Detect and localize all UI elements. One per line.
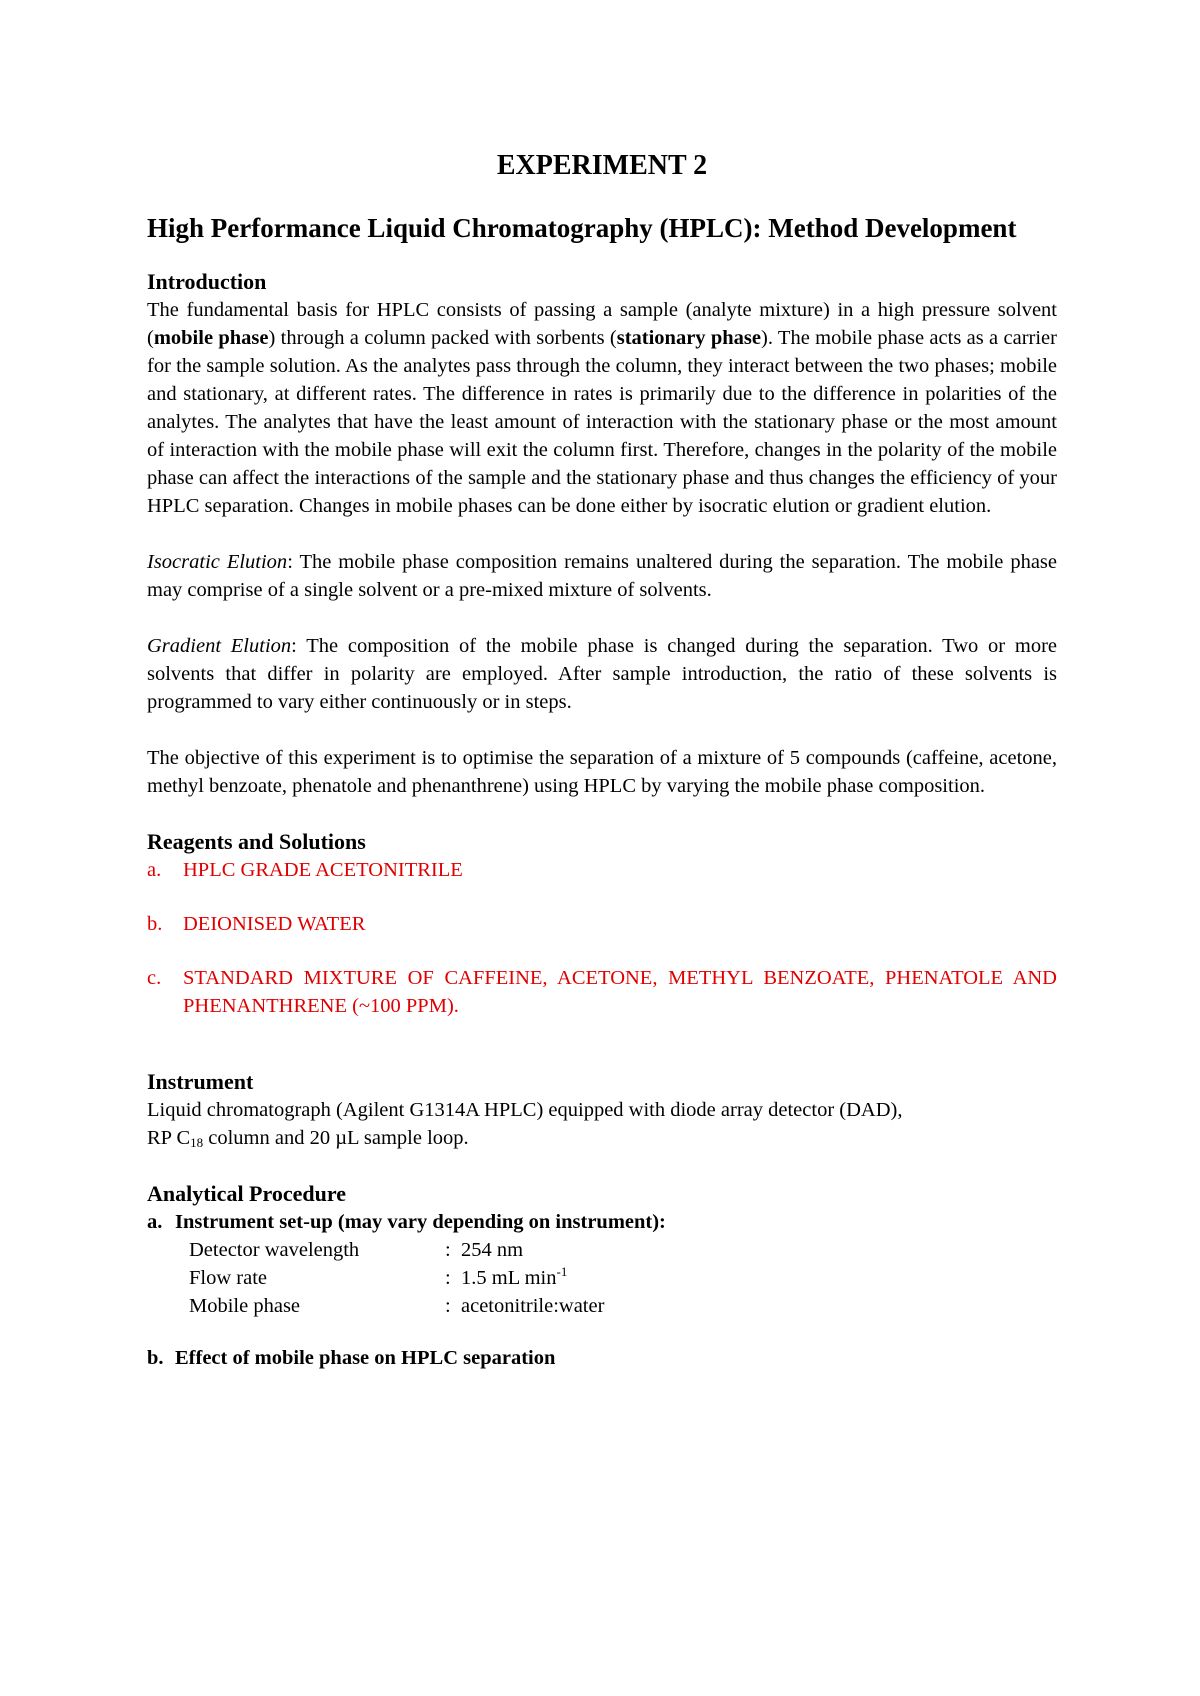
stationary-phase-term: stationary phase xyxy=(616,327,762,349)
reagent-item xyxy=(147,964,1057,1020)
setup-label: Mobile phase xyxy=(189,1295,301,1317)
gradient-elution-term: Gradient Elution xyxy=(147,635,292,657)
mobile-phase-term: mobile phase xyxy=(153,327,269,349)
procedure-item-a xyxy=(147,1208,1057,1236)
setup-value: 254 nm xyxy=(461,1239,524,1261)
reagent-marker: a. xyxy=(147,859,162,881)
setup-value: acetonitrile:water xyxy=(461,1295,605,1317)
isocratic-elution-text: : The mobile phase composition remains unaltered during the separation. The mobile phase may comprise of a single solvent or a pre-mixed mixture of solvents. xyxy=(147,551,1057,601)
setup-separator: : xyxy=(445,1267,451,1289)
document-title: EXPERIMENT 2 xyxy=(496,150,708,181)
column-loop-text: column and 20 µL sample loop. xyxy=(203,1127,469,1149)
isocratic-elution-term: Isocratic Elution xyxy=(147,551,288,573)
column-carbon-subscript: 18 xyxy=(190,1135,204,1150)
setup-row-wavelength xyxy=(189,1236,1057,1264)
introduction-paragraph xyxy=(147,296,1057,520)
setup-label: Flow rate xyxy=(189,1267,267,1289)
reagent-item xyxy=(147,910,1057,938)
instrument-heading: Instrument xyxy=(147,1069,254,1094)
setup-row-flow-rate xyxy=(189,1264,1057,1292)
procedure-item-text: Effect of mobile phase on HPLC separation xyxy=(175,1347,556,1369)
instrument-line-2 xyxy=(147,1124,1057,1152)
setup-row-mobile-phase xyxy=(189,1292,1057,1320)
spacer xyxy=(147,1020,1057,1068)
procedure-item-text: Instrument set-up (may vary depending on instrument): xyxy=(175,1211,666,1233)
procedure-marker: a. xyxy=(147,1211,163,1233)
objective-paragraph: The objective of this experiment is to optimise the separation of a mixture of 5 compounds (caffeine, acetone, methyl benzoate, phenatole and phenanthrene) using HPLC by varying the mobile phase composition. xyxy=(147,747,1057,797)
intro-text-part: ) through a column packed with sorbents ( xyxy=(268,327,617,349)
flow-rate-value: 1.5 mL min xyxy=(461,1267,557,1289)
setup-separator: : xyxy=(445,1295,451,1317)
setup-separator: : xyxy=(445,1239,451,1261)
column-type-text: RP C xyxy=(147,1127,191,1149)
gradient-elution-text: : The composition of the mobile phase is changed during the separation. Two or more solvents that differ in polarity are employed. After sample introduction, the ratio of these solvents is programmed to vary either continuously or in steps. xyxy=(147,635,1057,713)
instrument-line-1: Liquid chromatograph (Agilent G1314A HPLC) equipped with diode array detector (DAD), xyxy=(147,1099,903,1121)
reagent-text: STANDARD MIXTURE OF CAFFEINE, ACETONE, METHYL BENZOATE, PHENATOLE AND PHENANTHRENE (~100 PPM). xyxy=(183,967,1057,1017)
intro-text-part: ). The mobile phase acts as a carrier for the sample solution. As the analytes pass through the column, they interact between the two phases; mobile and stationary, at different rates. The difference in rates is primarily due to the difference in polarities of the analytes. The analytes that have the least amount of interaction with the stationary phase or the most amount of interaction with the mobile phase will exit the column first. Therefore, changes in the polarity of the mobile phase can affect the interactions of the sample and the stationary phase and thus changes the efficiency of your HPLC separation. Changes in mobile phases can be done either by isocratic elution or gradient elution. xyxy=(147,327,1057,517)
reagent-text: HPLC GRADE ACETONITRILE xyxy=(183,859,463,881)
document-content xyxy=(147,148,1057,1372)
spacer xyxy=(147,1320,1057,1344)
reagent-text: DEIONISED WATER xyxy=(183,913,366,935)
procedure-marker: b. xyxy=(147,1347,164,1369)
procedure-heading: Analytical Procedure xyxy=(147,1181,346,1206)
reagent-marker: b. xyxy=(147,913,163,935)
setup-value xyxy=(461,1264,567,1292)
reagents-heading: Reagents and Solutions xyxy=(147,829,366,854)
intro-text-part: The fundamental basis for HPLC consists of passing a sample (analyte mixture) in a high pressure solvent ( xyxy=(147,299,1057,349)
introduction-heading: Introduction xyxy=(147,269,267,294)
document-subtitle: High Performance Liquid Chromatography (HPLC): Method Development xyxy=(147,213,1017,243)
isocratic-elution-paragraph xyxy=(147,548,1057,604)
reagent-list xyxy=(147,856,1057,1020)
flow-rate-superscript: -1 xyxy=(556,1264,568,1279)
setup-label: Detector wavelength xyxy=(189,1239,360,1261)
gradient-elution-paragraph xyxy=(147,632,1057,716)
reagent-marker: c. xyxy=(147,967,162,989)
reagent-item xyxy=(147,856,1057,884)
procedure-item-b xyxy=(147,1344,1057,1372)
instrument-setup-table xyxy=(189,1236,1057,1320)
